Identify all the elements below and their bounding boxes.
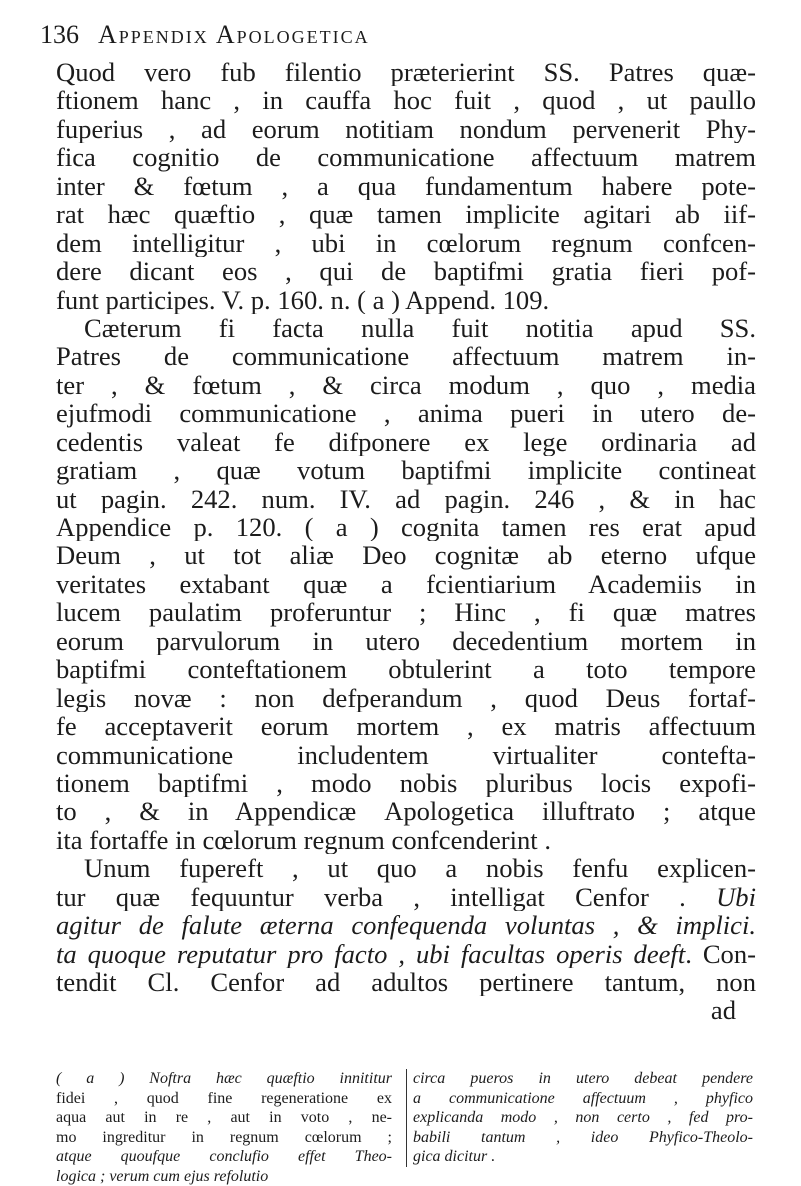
text-line: Appendice p. 120. ( a ) cognita tamen res erat apud <box>56 513 756 542</box>
page-header <box>40 20 760 54</box>
italic-phrase: Ubi <box>716 882 756 912</box>
text-line: tendit Cl. Cenfor ad adultos pertinere tantum, non <box>56 968 756 997</box>
text-line: ter , & fœtum , & circa modum , quo , media <box>56 370 756 400</box>
text-line: ejufmodi communicatione , anima pueri in utero de- <box>56 399 756 428</box>
footnote-line: gica dicitur . <box>413 1148 496 1165</box>
text-line: cedentis valeat fe difponere ex lege ordinaria ad <box>56 427 756 457</box>
text-line: legis novӕ : non defperandum , quod Deus fortaf- <box>56 683 756 713</box>
text-line: ut pagin. 242. num. IV. ad pagin. 246 , & in hac <box>56 484 756 513</box>
text-line: inter & fœtum , a qua fundamentum habere pote- <box>56 171 756 201</box>
text-line: veritates extabant quӕ a fcientiarium Academiis in <box>56 569 756 599</box>
footnote-line: circa pueros in utero debeat pendere <box>413 1070 753 1087</box>
text-line: ftionem hanc , in cauffa hoc fuit , quod , ut paullo <box>56 86 756 115</box>
italic-phrase: ubi facultas operis deeft <box>415 939 686 968</box>
footnote-line: atque quoufque conclufio effet Theo- <box>56 1148 392 1165</box>
footnote-line: logica ; verum cum ejus refolutio <box>56 1167 269 1185</box>
text-line: Cӕterum fi facta nulla fuit notitia apud SS. <box>84 313 756 343</box>
running-title: Appendix Apologetica <box>98 20 370 49</box>
text-line: fuperius , ad eorum notitiam nondum pervenerit Phy- <box>56 114 756 144</box>
footnote-column-left <box>56 1069 392 1186</box>
text-line: baptifmi conteftationem obtulerint a toto tempore <box>56 655 756 684</box>
text-line: lucem paulatim proferuntur ; Hinc , fi quӕ matres <box>56 598 756 627</box>
text-line-mixed: ta quoque reputatur pro facto , ubi facultas operis deeft. Con- <box>56 939 756 968</box>
text-line: dere dicant eos , qui de baptifmi gratia fieri pof- <box>56 257 756 286</box>
footnote-line: babili tantum , ideo Phyfico-Theolo- <box>413 1128 753 1146</box>
text-line: Deum , ut tot aliӕ Deo cognitӕ ab eterno ufque <box>56 541 756 570</box>
footnote-line: aqua aut in re , aut in voto , ne- <box>56 1109 392 1126</box>
text-line: fica cognitio de communicatione affectuum matrem <box>56 143 756 172</box>
text-line: rat hӕc quӕftio , quӕ tamen implicite agitari ab iif- <box>56 200 756 229</box>
footnote-line: explicanda modo , non certo , fed pro- <box>413 1109 753 1126</box>
footnote-line: ( a ) Noftra hӕc quӕftio innititur <box>56 1070 392 1087</box>
page-number: 136 <box>40 20 79 49</box>
main-text <box>56 58 756 1025</box>
text-line: eorum parvulorum in utero decedentium mortem in <box>56 626 756 656</box>
text-line: dem intelligitur , ubi in cœlorum regnum confcen- <box>56 228 756 258</box>
text-line: funt participes. V. p. 160. n. ( a ) Append. 109. <box>56 285 550 314</box>
text-line: Quod vero fub filentio prӕterierint SS. Patres quӕ- <box>56 58 756 87</box>
footnote-column-right <box>406 1069 753 1167</box>
text-line: gratiam , quӕ votum baptifmi implicite contineat <box>56 456 756 485</box>
italic-phrase: & implici. <box>637 911 756 940</box>
text-line: Patres de communicatione affectuum matrem in- <box>56 342 756 371</box>
text-line-mixed: agitur de falute ӕterna confequenda voluntas , & implici. <box>56 911 756 940</box>
text-line: communicatione includentem virtualiter contefta- <box>56 740 756 769</box>
text-line: ita fortaffe in cœlorum regnum confcenderint . <box>56 825 551 855</box>
text-line: tionem baptifmi , modo nobis pluribus locis expofi- <box>56 768 756 798</box>
catchword: ad <box>710 996 736 1025</box>
text-line: to , & in Appendicӕ Apologetica illuftrato ; atque <box>56 797 756 826</box>
text-line: fe acceptaverit eorum mortem , ex matris affectuum <box>56 712 756 741</box>
footnote-line: mo ingreditur in regnum cœlorum ; <box>56 1128 392 1146</box>
text-line: Unum fupereft , ut quo a nobis fenfu explicen- <box>84 854 756 883</box>
footnote-line: fidei , quod fine regeneratione ex <box>56 1089 392 1107</box>
footnote-line: a communicatione affectuum , phyfico <box>413 1089 753 1107</box>
text-line-mixed: tur quӕ fequuntur verba , intelligat Cenfor . Ubi <box>56 882 756 912</box>
